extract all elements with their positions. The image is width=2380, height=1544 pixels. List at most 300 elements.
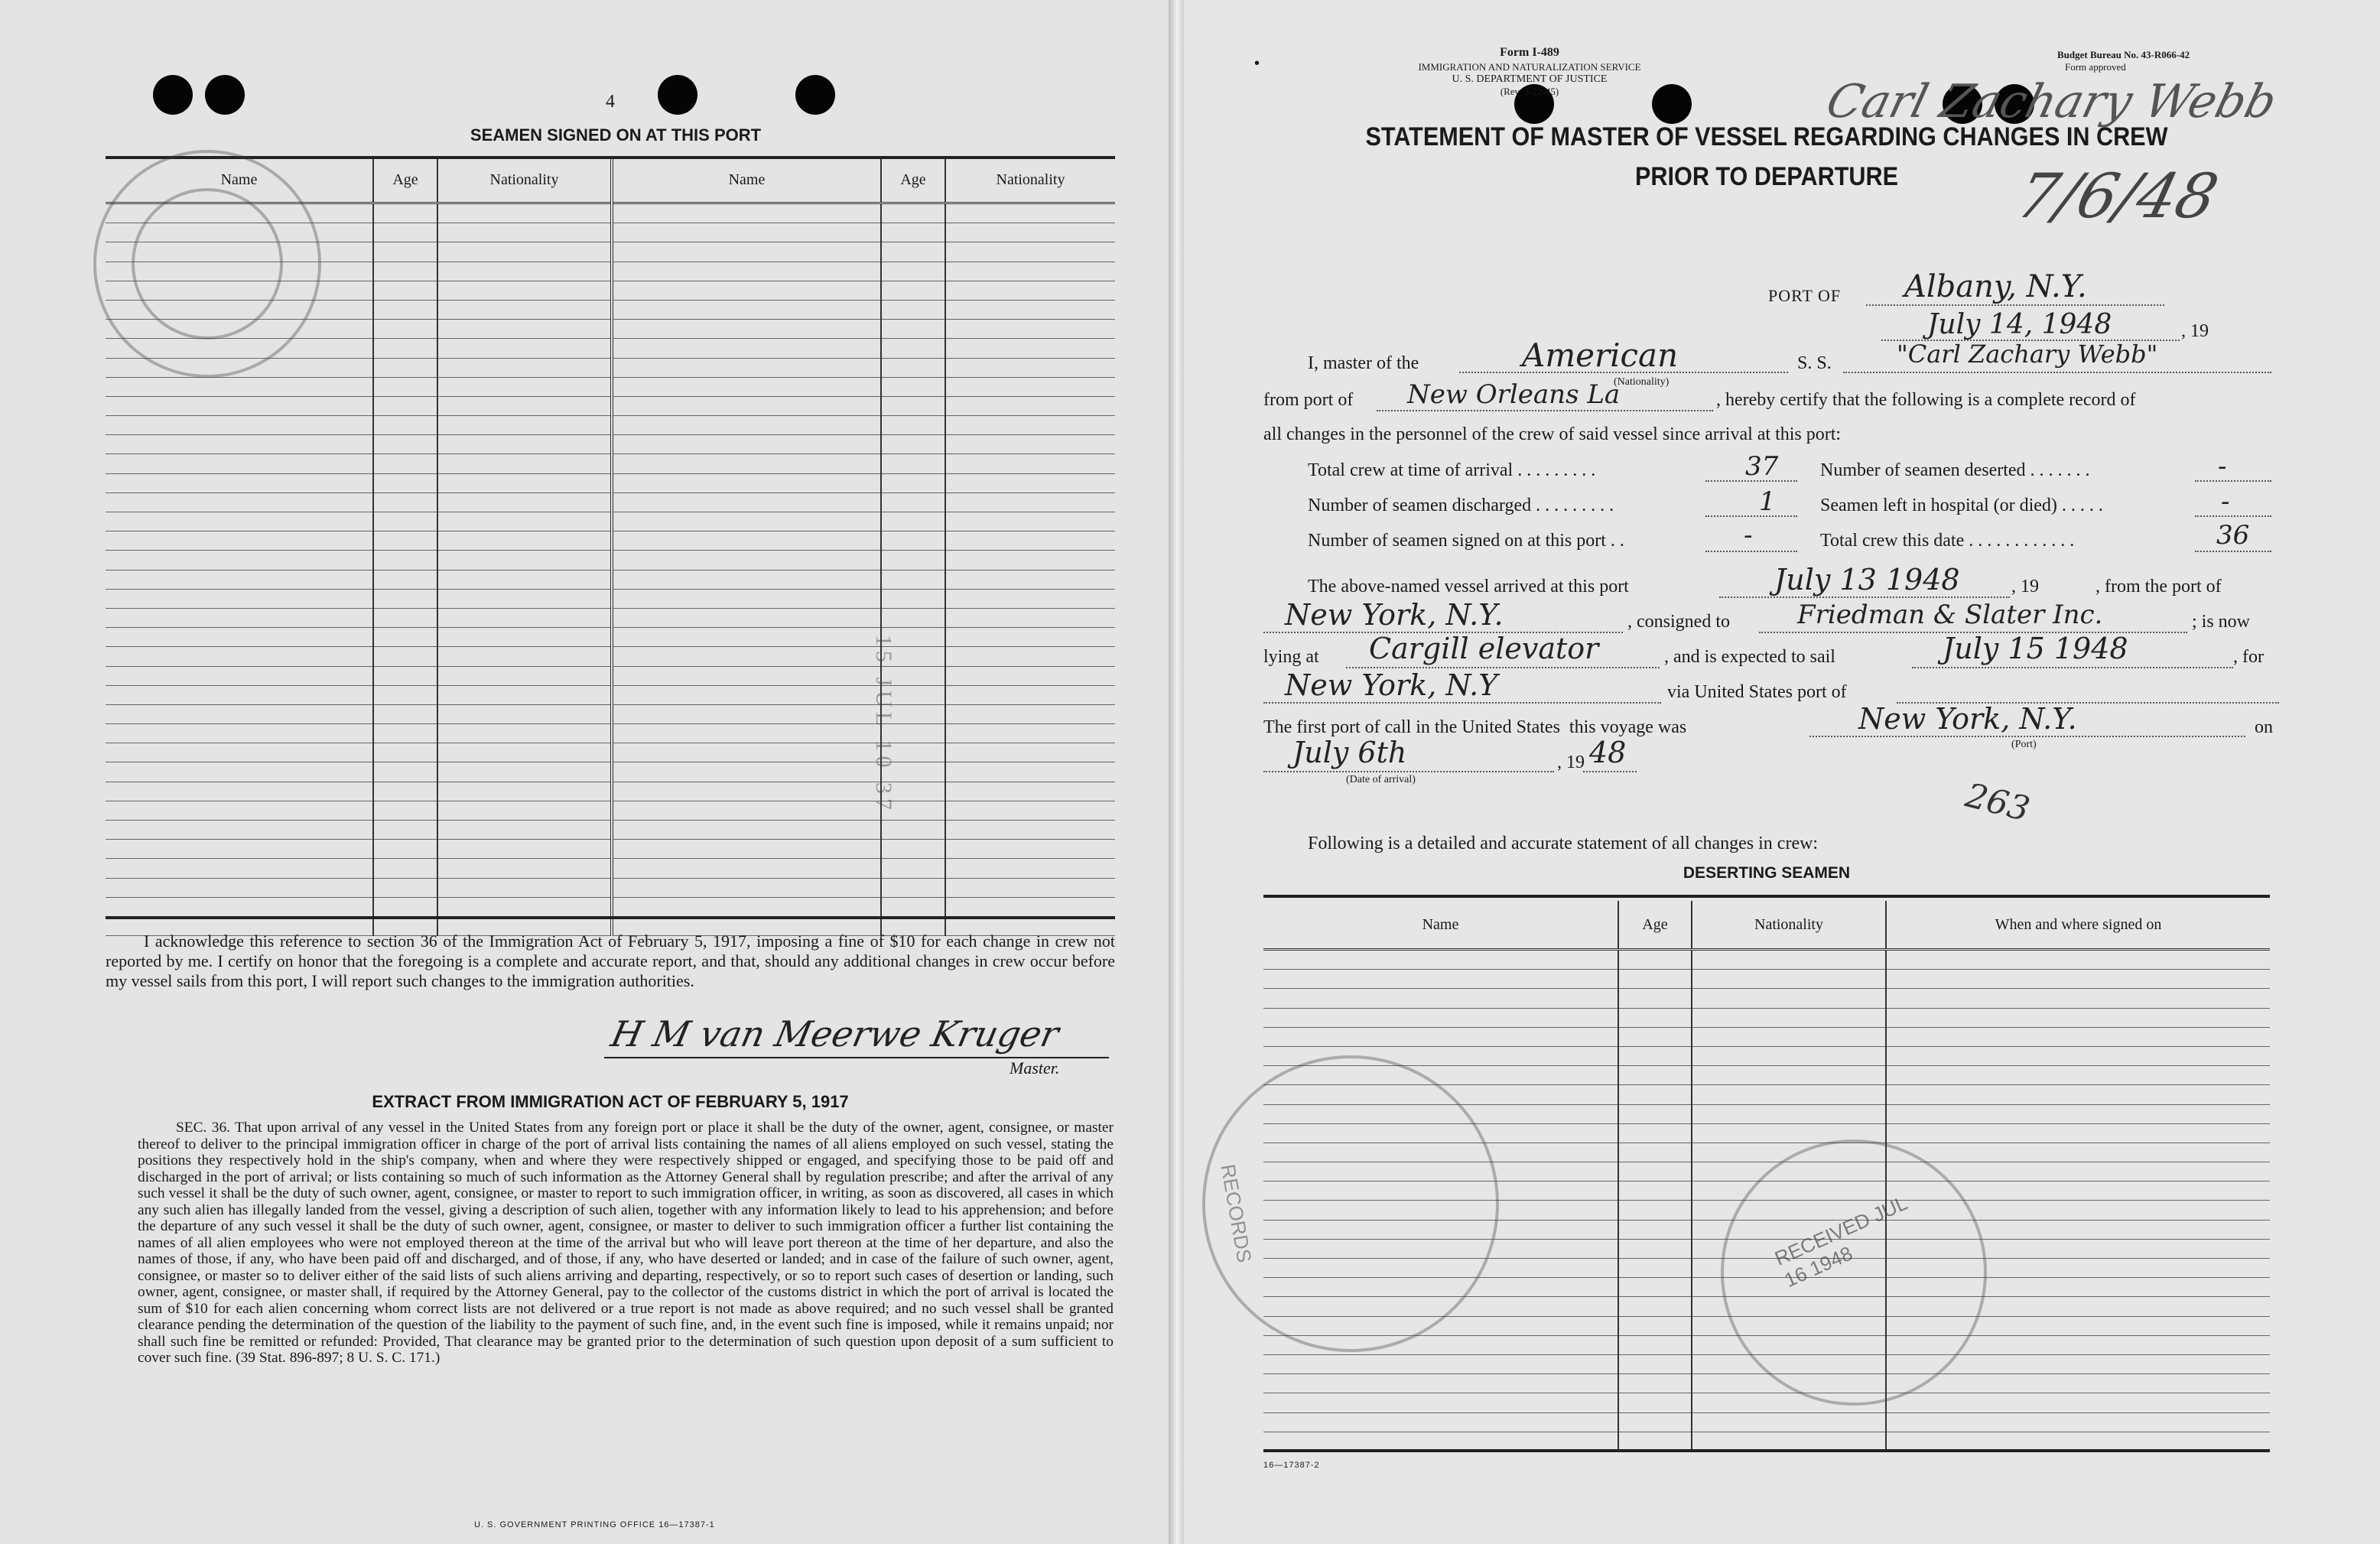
table-cell[interactable] [437, 300, 612, 319]
table-cell[interactable] [1618, 1008, 1692, 1027]
table-cell[interactable] [1886, 1393, 2270, 1412]
table-cell[interactable] [612, 897, 881, 916]
revision: (Rev. 3-22-45) [1500, 86, 1559, 97]
table-cell[interactable] [1618, 1335, 1692, 1354]
table-cell[interactable] [1263, 1354, 1618, 1373]
table-cell[interactable] [373, 821, 437, 840]
table-cell[interactable] [945, 801, 1115, 820]
table-cell[interactable] [106, 666, 373, 685]
table-cell[interactable] [1618, 1123, 1692, 1143]
table-cell[interactable] [881, 320, 945, 339]
table-cell[interactable] [1618, 1354, 1692, 1373]
table-cell[interactable] [106, 821, 373, 840]
table-row [106, 724, 1115, 743]
table-cell[interactable] [373, 647, 437, 666]
table-cell[interactable] [612, 878, 881, 897]
table-cell[interactable] [881, 897, 945, 916]
table-cell[interactable] [1618, 1201, 1692, 1220]
table-cell[interactable] [612, 223, 881, 242]
table-cell[interactable] [881, 589, 945, 608]
table-cell[interactable] [373, 416, 437, 435]
table-cell[interactable] [1618, 1432, 1692, 1451]
table-cell[interactable] [437, 762, 612, 782]
table-cell[interactable] [437, 551, 612, 570]
table-cell[interactable] [106, 512, 373, 531]
table-cell[interactable] [437, 320, 612, 339]
left-table-bottom-rule [106, 916, 1115, 919]
table-cell[interactable] [106, 801, 373, 820]
first-port-value[interactable]: New York, N.Y. [1858, 702, 2077, 736]
table-cell[interactable] [106, 724, 373, 743]
table-cell[interactable] [945, 782, 1115, 801]
table-cell[interactable] [437, 743, 612, 762]
table-cell[interactable] [881, 377, 945, 396]
table-cell[interactable] [373, 454, 437, 473]
table-cell[interactable] [612, 551, 881, 570]
table-cell[interactable] [612, 666, 881, 685]
table-cell[interactable] [437, 223, 612, 242]
table-cell[interactable] [106, 840, 373, 859]
table-cell[interactable] [945, 589, 1115, 608]
table-cell[interactable] [373, 223, 437, 242]
table-cell[interactable] [1263, 1432, 1618, 1451]
left-table-top-rule [106, 156, 1115, 159]
table-cell[interactable] [1692, 1432, 1886, 1451]
table-cell[interactable] [437, 897, 612, 916]
table-cell[interactable] [881, 262, 945, 281]
table-cell[interactable] [881, 608, 945, 627]
date-value[interactable]: July 14, 1948 [1927, 309, 2112, 340]
table-cell[interactable] [1618, 1278, 1692, 1297]
table-row [1263, 970, 2270, 989]
table-cell[interactable] [1263, 989, 1618, 1008]
hospital-value[interactable]: - [2221, 486, 2230, 517]
table-cell[interactable] [881, 512, 945, 531]
table-cell[interactable] [1886, 1085, 2270, 1104]
table-cell[interactable] [106, 473, 373, 492]
table-cell[interactable] [945, 666, 1115, 685]
table-cell[interactable] [106, 782, 373, 801]
table-cell[interactable] [1618, 970, 1692, 989]
budget-bureau: Budget Bureau No. 43-R066-42 [2057, 49, 2190, 60]
table-cell[interactable] [437, 878, 612, 897]
table-cell[interactable] [612, 685, 881, 704]
table-cell[interactable] [881, 492, 945, 512]
table-cell[interactable] [437, 608, 612, 627]
table-cell[interactable] [612, 281, 881, 300]
table-cell[interactable] [437, 782, 612, 801]
table-cell[interactable] [612, 203, 881, 223]
table-row [106, 551, 1115, 570]
form-approved: Form approved [2065, 61, 2126, 73]
faint-stamp-marks: 15 JUL 10 37 [871, 635, 896, 815]
table-cell[interactable] [373, 203, 437, 223]
table-cell[interactable] [612, 377, 881, 396]
table-cell[interactable] [881, 281, 945, 300]
table-cell[interactable] [106, 762, 373, 782]
table-cell[interactable] [106, 416, 373, 435]
table-cell[interactable] [106, 704, 373, 723]
table-cell[interactable] [612, 570, 881, 589]
table-cell[interactable] [1886, 1046, 2270, 1065]
table-cell[interactable] [945, 262, 1115, 281]
table-cell[interactable] [437, 840, 612, 859]
table-cell[interactable] [106, 589, 373, 608]
table-cell[interactable] [437, 396, 612, 415]
table-cell[interactable] [881, 531, 945, 551]
table-cell[interactable] [881, 454, 945, 473]
table-cell[interactable] [1886, 1066, 2270, 1085]
table-cell[interactable] [1618, 1085, 1692, 1104]
table-cell[interactable] [1618, 1046, 1692, 1065]
table-cell[interactable] [945, 821, 1115, 840]
table-cell[interactable] [881, 223, 945, 242]
table-cell[interactable] [945, 762, 1115, 782]
table-cell[interactable] [437, 435, 612, 454]
table-cell[interactable] [106, 897, 373, 916]
arrived-value[interactable]: July 13 1948 [1774, 563, 1960, 596]
table-cell[interactable] [945, 878, 1115, 897]
table-cell[interactable] [612, 320, 881, 339]
table-cell[interactable] [1886, 950, 2270, 970]
table-cell[interactable] [373, 762, 437, 782]
table-cell[interactable] [612, 531, 881, 551]
table-cell[interactable] [612, 435, 881, 454]
is-now-label: ; is now [2192, 612, 2251, 632]
table-cell[interactable] [437, 339, 612, 358]
table-cell[interactable] [945, 320, 1115, 339]
table-cell[interactable] [1692, 970, 1886, 989]
table-cell[interactable] [945, 551, 1115, 570]
table-cell[interactable] [437, 473, 612, 492]
table-cell[interactable] [1692, 1046, 1886, 1065]
table-cell[interactable] [945, 223, 1115, 242]
table-cell[interactable] [106, 531, 373, 551]
lying-value[interactable]: Cargill elevator [1369, 632, 1599, 665]
discharged-value[interactable]: 1 [1759, 486, 1776, 517]
table-cell[interactable] [612, 339, 881, 358]
table-cell[interactable] [881, 473, 945, 492]
table-cell[interactable] [437, 262, 612, 281]
table-cell[interactable] [881, 358, 945, 377]
table-cell[interactable] [373, 396, 437, 415]
table-cell[interactable] [1618, 1316, 1692, 1335]
table-cell[interactable] [437, 570, 612, 589]
table-cell[interactable] [881, 570, 945, 589]
total-crew-date-value[interactable]: 36 [2216, 520, 2250, 551]
table-cell[interactable] [612, 628, 881, 647]
table-cell[interactable] [1618, 1182, 1692, 1201]
table-cell[interactable] [1886, 989, 2270, 1008]
table-cell[interactable] [437, 666, 612, 685]
total-crew-arrival-value[interactable]: 37 [1745, 451, 1779, 482]
table-cell[interactable] [1618, 1239, 1692, 1258]
table-cell[interactable] [881, 396, 945, 415]
table-cell[interactable] [373, 608, 437, 627]
table-cell[interactable] [1618, 950, 1692, 970]
table-cell[interactable] [612, 704, 881, 723]
table-cell[interactable] [1618, 1412, 1692, 1432]
table-cell[interactable] [106, 396, 373, 415]
table-cell[interactable] [1263, 1027, 1618, 1046]
table-cell[interactable] [1618, 1393, 1692, 1412]
table-cell[interactable] [106, 608, 373, 627]
table-cell[interactable] [612, 358, 881, 377]
table-cell[interactable] [1263, 1374, 1618, 1393]
table-cell[interactable] [1886, 1432, 2270, 1451]
table-cell[interactable] [437, 242, 612, 262]
table-cell[interactable] [373, 589, 437, 608]
table-cell[interactable] [612, 821, 881, 840]
table-cell[interactable] [1618, 1220, 1692, 1239]
table-cell[interactable] [1886, 1143, 2270, 1162]
table-cell[interactable] [945, 531, 1115, 551]
table-cell[interactable] [1886, 1123, 2270, 1143]
table-cell[interactable] [437, 454, 612, 473]
table-cell[interactable] [437, 531, 612, 551]
table-cell[interactable] [437, 801, 612, 820]
table-cell[interactable] [945, 203, 1115, 223]
ship-value[interactable]: "Carl Zachary Webb" [1897, 340, 2158, 369]
table-cell[interactable] [1618, 1374, 1692, 1393]
table-cell[interactable] [437, 821, 612, 840]
table-cell[interactable] [437, 358, 612, 377]
table-cell[interactable] [612, 512, 881, 531]
table-cell[interactable] [945, 492, 1115, 512]
table-cell[interactable] [945, 473, 1115, 492]
table-cell[interactable] [1886, 1008, 2270, 1027]
received-stamp-text: RECEIVED JUL 16 1948 [1771, 1191, 1910, 1292]
table-cell[interactable] [945, 608, 1115, 627]
arrival-date-value[interactable]: July 6th [1292, 736, 1407, 769]
table-cell[interactable] [1886, 1027, 2270, 1046]
table-cell[interactable] [373, 281, 437, 300]
table-cell[interactable] [1618, 1143, 1692, 1162]
table-cell[interactable] [612, 724, 881, 743]
table-cell[interactable] [1692, 950, 1886, 970]
table-cell[interactable] [373, 531, 437, 551]
table-cell[interactable] [945, 416, 1115, 435]
table-cell[interactable] [106, 492, 373, 512]
table-cell[interactable] [1618, 1259, 1692, 1278]
table-cell[interactable] [373, 704, 437, 723]
table-cell[interactable] [1263, 970, 1618, 989]
table-cell[interactable] [612, 801, 881, 820]
table-cell[interactable] [612, 859, 881, 878]
table-cell[interactable] [1886, 1104, 2270, 1123]
table-cell[interactable] [612, 647, 881, 666]
table-cell[interactable] [373, 570, 437, 589]
table-cell[interactable] [437, 589, 612, 608]
table-cell[interactable] [437, 704, 612, 723]
table-cell[interactable] [373, 628, 437, 647]
table-cell[interactable] [437, 492, 612, 512]
table-cell[interactable] [612, 242, 881, 262]
table-cell[interactable] [1618, 1027, 1692, 1046]
from-value[interactable]: New York, N.Y. [1285, 598, 1504, 632]
table-cell[interactable] [373, 801, 437, 820]
table-cell[interactable] [437, 281, 612, 300]
from-port-label: from port of [1263, 390, 1354, 410]
table-cell[interactable] [881, 416, 945, 435]
table-cell[interactable] [1263, 1008, 1618, 1027]
table-cell[interactable] [881, 339, 945, 358]
table-cell[interactable] [437, 512, 612, 531]
table-cell[interactable] [881, 242, 945, 262]
table-cell[interactable] [881, 203, 945, 223]
table-cell[interactable] [106, 454, 373, 473]
table-cell[interactable] [945, 512, 1115, 531]
table-cell[interactable] [1692, 989, 1886, 1008]
table-cell[interactable] [106, 685, 373, 704]
table-cell[interactable] [1263, 1412, 1618, 1432]
table-cell[interactable] [437, 685, 612, 704]
table-cell[interactable] [945, 300, 1115, 319]
table-cell[interactable] [612, 416, 881, 435]
col-name: Name [1263, 901, 1618, 950]
table-cell[interactable] [373, 782, 437, 801]
table-cell[interactable] [373, 339, 437, 358]
table-cell[interactable] [373, 685, 437, 704]
table-cell[interactable] [945, 454, 1115, 473]
table-cell[interactable] [1263, 950, 1618, 970]
table-cell[interactable] [373, 473, 437, 492]
table-cell[interactable] [437, 724, 612, 743]
table-cell[interactable] [1886, 970, 2270, 989]
arrival-year-value[interactable]: 48 [1589, 736, 1627, 769]
deserting-table-bottom-rule [1263, 1449, 2270, 1452]
table-cell[interactable] [373, 320, 437, 339]
table-cell[interactable] [945, 396, 1115, 415]
table-cell[interactable] [1692, 1412, 1886, 1432]
table-cell[interactable] [945, 704, 1115, 723]
table-cell[interactable] [373, 512, 437, 531]
table-cell[interactable] [945, 897, 1115, 916]
table-cell[interactable] [106, 878, 373, 897]
table-cell[interactable] [373, 435, 437, 454]
table-cell[interactable] [945, 358, 1115, 377]
nationality-value[interactable]: American [1522, 336, 1679, 374]
table-cell[interactable] [1692, 1008, 1886, 1027]
table-cell[interactable] [945, 628, 1115, 647]
table-cell[interactable] [945, 840, 1115, 859]
table-cell[interactable] [106, 743, 373, 762]
table-cell[interactable] [945, 339, 1115, 358]
table-cell[interactable] [373, 878, 437, 897]
table-cell[interactable] [612, 492, 881, 512]
sail-value[interactable]: July 15 1948 [1943, 632, 2128, 665]
consigned-value[interactable]: Friedman & Slater Inc. [1797, 600, 2103, 630]
table-cell[interactable] [437, 203, 612, 223]
table-cell[interactable] [437, 416, 612, 435]
table-cell[interactable] [373, 551, 437, 570]
table-cell[interactable] [1886, 1374, 2270, 1393]
table-cell[interactable] [881, 551, 945, 570]
table-cell[interactable] [1618, 1066, 1692, 1085]
table-cell[interactable] [373, 492, 437, 512]
table-cell[interactable] [106, 435, 373, 454]
table-cell[interactable] [1886, 1412, 2270, 1432]
table-cell[interactable] [373, 300, 437, 319]
table-cell[interactable] [945, 859, 1115, 878]
table-cell[interactable] [945, 242, 1115, 262]
table-cell[interactable] [106, 377, 373, 396]
table-cell[interactable] [612, 840, 881, 859]
table-cell[interactable] [1618, 1297, 1692, 1316]
table-cell[interactable] [373, 377, 437, 396]
table-cell[interactable] [1618, 1162, 1692, 1182]
table-cell[interactable] [881, 878, 945, 897]
table-cell[interactable] [1618, 989, 1692, 1008]
destination-value[interactable]: New York, N.Y [1285, 668, 1498, 702]
table-cell[interactable] [373, 859, 437, 878]
table-cell[interactable] [106, 570, 373, 589]
table-cell[interactable] [437, 859, 612, 878]
deserted-value[interactable]: - [2218, 451, 2227, 482]
table-cell[interactable] [612, 589, 881, 608]
table-cell[interactable] [373, 666, 437, 685]
table-cell[interactable] [373, 724, 437, 743]
table-cell[interactable] [373, 743, 437, 762]
table-cell[interactable] [106, 628, 373, 647]
table-cell[interactable] [881, 435, 945, 454]
table-cell[interactable] [1618, 1104, 1692, 1123]
table-cell[interactable] [437, 628, 612, 647]
table-cell[interactable] [612, 743, 881, 762]
table-cell[interactable] [612, 473, 881, 492]
table-cell[interactable] [881, 300, 945, 319]
table-cell[interactable] [945, 377, 1115, 396]
table-cell[interactable] [373, 897, 437, 916]
table-cell[interactable] [945, 647, 1115, 666]
table-cell[interactable] [612, 608, 881, 627]
table-row [106, 396, 1115, 415]
port-value[interactable]: Albany, N.Y. [1904, 269, 2087, 304]
table-cell[interactable] [1692, 1085, 1886, 1104]
table-cell[interactable] [612, 782, 881, 801]
table-cell[interactable] [612, 762, 881, 782]
table-cell[interactable] [612, 300, 881, 319]
table-cell[interactable] [1263, 1393, 1618, 1412]
table-cell[interactable] [945, 685, 1115, 704]
table-cell[interactable] [945, 724, 1115, 743]
table-cell[interactable] [437, 647, 612, 666]
table-cell[interactable] [1692, 1104, 1886, 1123]
table-cell[interactable] [437, 377, 612, 396]
table-cell[interactable] [1692, 1027, 1886, 1046]
table-cell[interactable] [612, 262, 881, 281]
table-cell[interactable] [106, 859, 373, 878]
table-cell[interactable] [373, 840, 437, 859]
table-cell[interactable] [373, 242, 437, 262]
from-port-value[interactable]: New Orleans La [1407, 379, 1621, 410]
table-cell[interactable] [106, 551, 373, 570]
handwritten-ship-name: Carl Zachary Webb [1821, 75, 2282, 128]
table-cell[interactable] [945, 570, 1115, 589]
table-cell[interactable] [945, 435, 1115, 454]
table-cell[interactable] [106, 647, 373, 666]
arrival-year-line [1583, 771, 1637, 772]
table-cell[interactable] [612, 454, 881, 473]
table-cell[interactable] [945, 281, 1115, 300]
table-cell[interactable] [945, 743, 1115, 762]
received-stamp-inner [132, 188, 283, 340]
signed-on-value[interactable]: - [1744, 520, 1753, 551]
table-cell[interactable] [1692, 1066, 1886, 1085]
table-cell[interactable] [612, 396, 881, 415]
table-cell[interactable] [373, 262, 437, 281]
table-cell[interactable] [373, 358, 437, 377]
